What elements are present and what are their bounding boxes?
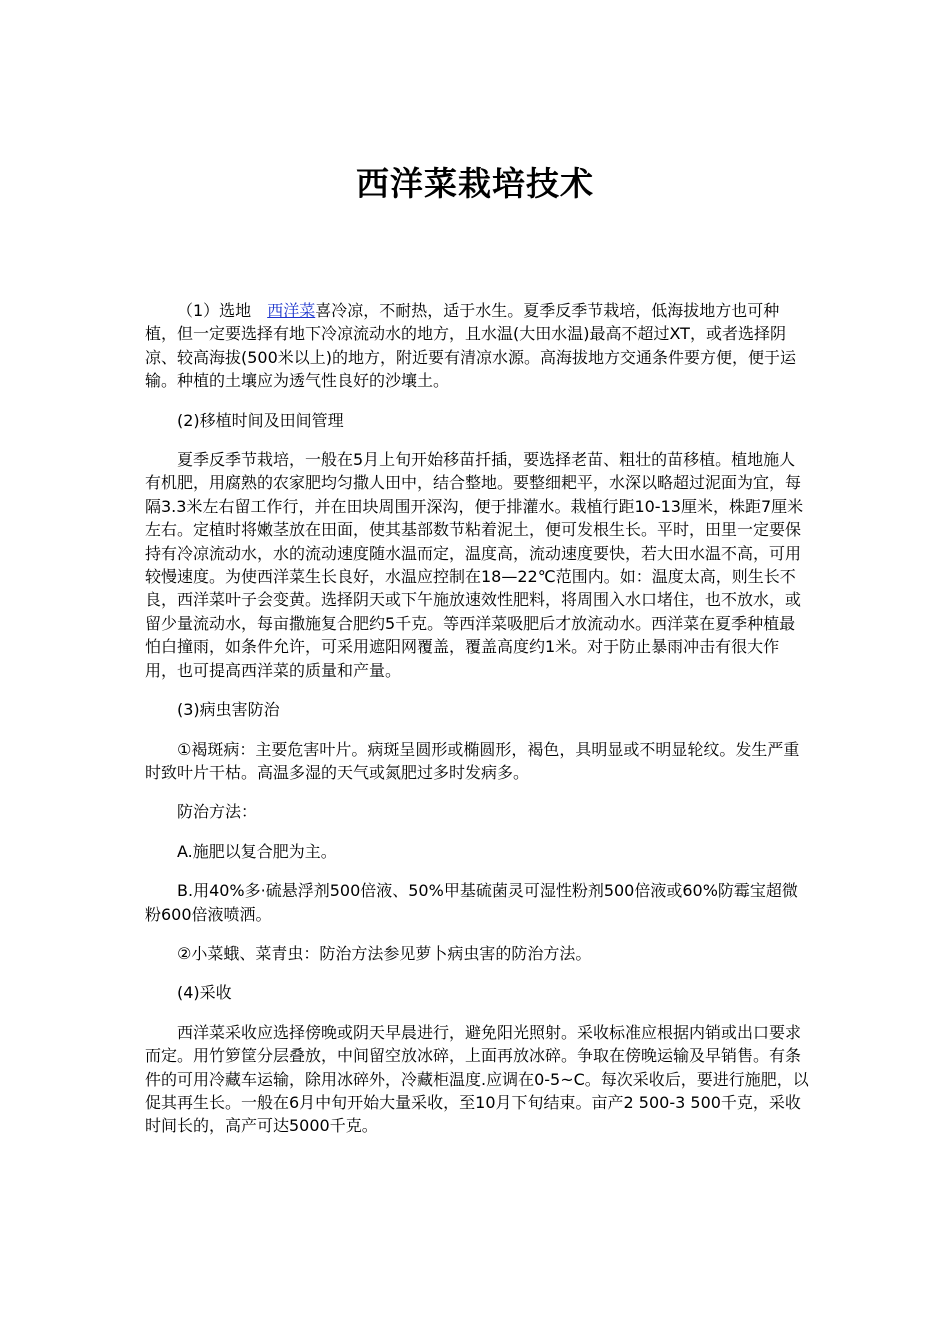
- section-lead: （1）选地: [177, 301, 268, 320]
- paragraph-site-selection: [145, 299, 810, 393]
- heading-transplanting: (2)移植时间及田间管理: [177, 410, 344, 430]
- paragraph-brown-spot: ①褐斑病：主要危害叶片。病斑呈圆形或椭圆形，褐色，具明显或不明显轮纹。发生严重时致叶片干枯。高温多湿的天气或氮肥过多时发病多。: [145, 739, 800, 782]
- document-title: 西洋菜栽培技术: [356, 164, 594, 203]
- paragraph-harvest: 西洋菜采收应选择傍晚或阴天早晨进行，避免阳光照射。采收标准应根据内销或出口要求而定。用竹箩筐分层叠放，中间留空放冰碎，上面再放冰碎。争取在傍晚运输及早销售。有条件的可用冷藏车运输，除用冰碎外，冷藏柜温度.应调在0-5~C。每次采收后，要进行施肥，以促其再生长。一般在6月中旬开始大量采收，至10月下旬结束。亩产2 500-3 500千克，采收时间长的，高产可达5000千克。: [145, 1022, 809, 1136]
- watercress-link[interactable]: 西洋菜: [267, 301, 316, 320]
- paragraph-insects: ②小菜蛾、菜青虫：防治方法参见萝卜病虫害的防治方法。: [177, 943, 592, 963]
- paragraph-text: 喜冷凉，不耐热，适于水生。夏季反季节栽培，低海拔地方也可种植，但一定要选择有地下冷凉流动水的地方，且水温(大田水温)最高不超过XT，或者选择阴凉、较高海拔(500米以上)的地方，附近要有清凉水源。高海拔地方交通条件要方便，便于运输。种植的土壤应为透气性良好的沙壤土。: [145, 301, 797, 391]
- paragraph-transplanting: 夏季反季节栽培，一般在5月上旬开始移苗扦插，要选择老苗、粗壮的苗移植。植地施人有机肥，用腐熟的农家肥均匀撒人田中，结合整地。要整细耙平，水深以略超过泥面为宜，每隔3.3米左右留工作行，并在田块周围开深沟，便于排灌水。栽植行距10-13厘米，株距7厘米左右。定植时将嫩茎放在田面，使其基部数节粘着泥土，便可发根生长。平时，田里一定要保持有冷凉流动水，水的流动速度随水温而定，温度高，流动速度要快，若大田水温不高，可用较慢速度。为使西洋菜生长良好，水温应控制在18—22℃范围内。如：温度太高，则生长不良，西洋菜叶子会变黄。选择阴天或下午施放速效性肥料，将周围入水口堵住，也不放水，或留少量流动水，每亩撒施复合肥约5千克。等西洋菜吸肥后才放流动水。西洋菜在夏季种植最怕白撞雨，如条件允许，可采用遮阳网覆盖，覆盖高度约1米。对于防止暴雨冲击有很大作用，也可提高西洋菜的质量和产量。: [145, 450, 804, 680]
- heading-harvest: (4)采收: [177, 983, 232, 1003]
- paragraph-method-b: B.用40%多·硫悬浮剂500倍液、50%甲基硫菌灵可湿性粉剂500倍液或60%防霉宝超微粉600倍液喷洒。: [145, 881, 798, 924]
- paragraph-method-a: A.施肥以复合肥为主。: [177, 841, 337, 861]
- document-body: [145, 299, 810, 1154]
- paragraph-control-methods: 防治方法：: [177, 802, 258, 822]
- heading-pest-control: (3)病虫害防治: [177, 700, 280, 720]
